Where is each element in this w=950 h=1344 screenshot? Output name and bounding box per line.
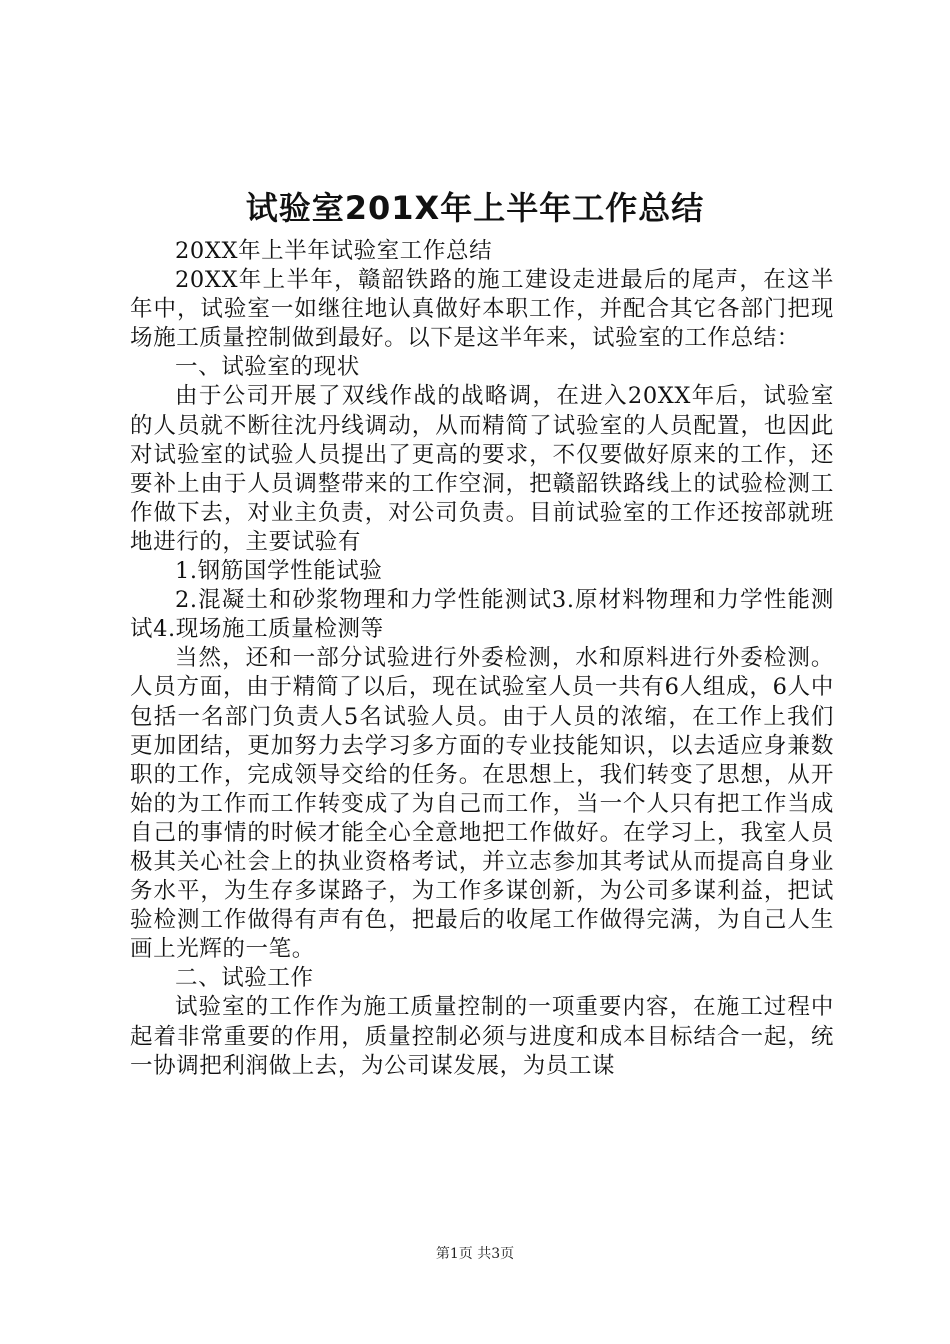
page-number-footer: 第1页 共3页: [435, 1246, 515, 1262]
document-body: [130, 237, 834, 1081]
paragraph-intro: 20XX年上半年，赣韶铁路的施工建设走进最后的尾声，在这半年中，试验室一如继往地认真做好本职工作，并配合其它各部门把现场施工质量控制做到最好。以下是这半年来，试验室的工作总结：: [130, 267, 834, 352]
paragraph-status: 由于公司开展了双线作战的战略调，在进入20XX年后，试验室的人员就不断往沈丹线调动，从而精简了试验室的人员配置，也因此对试验室的试验人员提出了更高的要求，不仅要做好原来的工作，还要补上由于人员调整带来的工作空洞，把赣韶铁路线上的试验检测工作做下去，对业主负责，对公司负责。目前试验室的工作还按部就班地进行的，主要试验有: [130, 383, 834, 555]
section-heading-status: 一、试验室的现状: [175, 354, 360, 381]
paragraph-work: 试验室的工作作为施工质量控制的一项重要内容，在施工过程中起着非常重要的作用，质量控制必须与进度和成本目标结合一起，统一协调把利润做上去，为公司谋发展，为员工谋: [130, 994, 834, 1079]
paragraph-subtitle: 20XX年上半年试验室工作总结: [175, 238, 493, 264]
list-item-2-4: 2.混凝土和砂浆物理和力学性能测试3.原材料物理和力学性能测试4.现场施工质量检测等: [130, 587, 834, 643]
section-heading-work: 二、试验工作: [175, 965, 314, 992]
list-item-1: 1.钢筋国学性能试验: [175, 558, 383, 585]
document-title: 试验室201X年上半年工作总结: [245, 189, 705, 227]
paragraph-personnel: 当然，还和一部分试验进行外委检测，水和原料进行外委检测。人员方面，由于精简了以后，现在试验室人员一共有6人组成，6人中包括一名部门负责人5名试验人员。由于人员的浓缩，在工作上我们更加团结，更加努力去学习多方面的专业技能知识，以去适应身兼数职的工作，完成领导交给的任务。在思想上，我们转变了思想，从开始的为工作而工作转变成了为自己而工作，当一个人只有把工作当成自己的事情的时候才能全心全意地把工作做好。在学习上，我室人员极其关心社会上的执业资格考试，并立志参加其考试从而提高自身业务水平，为生存多谋路子，为工作多谋创新，为公司多谋利益，把试验检测工作做得有声有色，把最后的收尾工作做得完满，为自己人生画上光辉的一笔。: [130, 645, 834, 963]
